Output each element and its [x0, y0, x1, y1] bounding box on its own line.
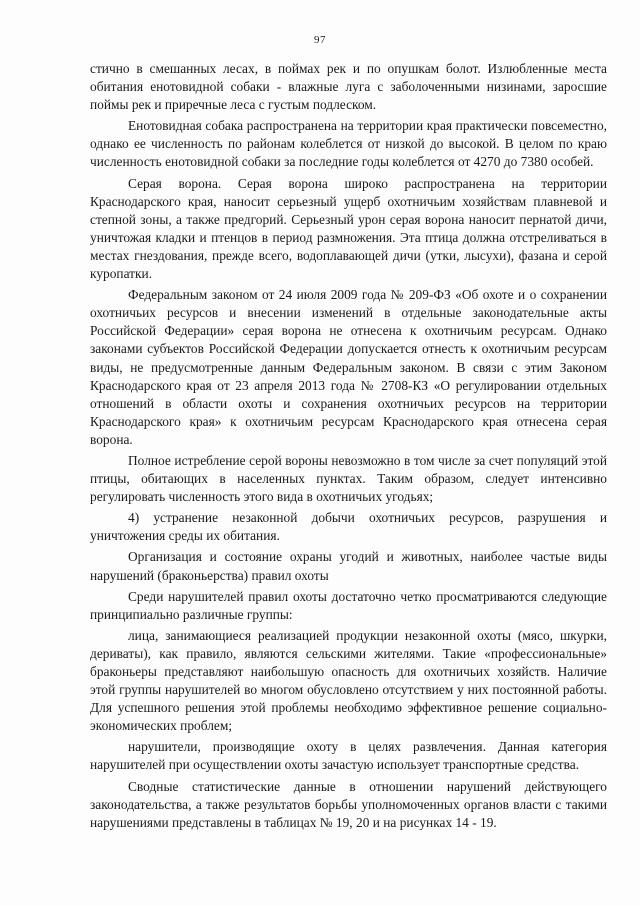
paragraph-continuation: стично в смешанных лесах, в поймах рек и по опушкам болот. Излюбленные места обитания енотовидной собаки - влажные луга с заболоченными низинами, заросшие поймы рек и приречные леса с густым подлеском. [90, 61, 607, 113]
paragraph-crow-extermination: Полное истребление серой вороны невозможно в том числе за счет популяций этой птицы, обитающих в населенных пунктах. Таким образом, следует интенсивно регулировать численность этого вида в охотничьих угодьях; [90, 452, 607, 505]
paragraph-group-commercial: лица, занимающиеся реализацией продукции незаконной охоты (мясо, шкурки, дериваты), как правило, являются сельскими жителями. Такие «профессиональные» браконьеры представляют наибольшую опасность для охотничьих хозяйств. Наличие этой группы нарушителей во многом обусловлено отсутствием у них постоянной работы. Для успешного решения этой проблемы необходимо эффективное решение социально-экономических проблем; [90, 627, 607, 734]
paragraph-group-recreational: нарушители, производящие охоту в целях развлечения. Данная категория нарушителей при осуществлении охоты зачастую использует транспортные средства. [90, 739, 607, 773]
paragraph-grey-crow: Серая ворона. Серая ворона широко распространена на территории Краснодарского края, наносит серьезный ущерб охотничьим хозяйствам плавневой и степной зоны, а также предгорий. Серьезный урон серая ворона наносит пернатой дичи, уничтожая кладки и птенцов в период размножения. Эта птица должна отстреливаться в местах гнездования, прежде всего, водоплавающей дичи (утки, лысухи), фазана и серой куропатки. [90, 175, 607, 282]
paragraph-federal-law: Федеральным законом от 24 июля 2009 года № 209-ФЗ «Об охоте и о сохранении охотничьих ресурсов и внесении изменений в отдельные законодательные акты Российской Федерации» серая ворона не отнесена к охотничьим ресурсам. Однако законами субъектов Российской Федерации допускается отнесть к охотничьим ресурсам виды, не предусмотренные данным Федеральным законом. В связи с этим Законом Краснодарского края от 23 апреля 2013 года № 2708-КЗ «О регулировании отдельных отношений в области охоты и сохранения охотничьих ресурсов на территории Краснодарского края» к охотничьим ресурсам Краснодарского края отнесена серая ворона. [90, 287, 607, 447]
section-heading-protection: Организация и состояние охраны угодий и животных, наиболее частые виды нарушений (браконьерства) правил охоты [90, 549, 607, 583]
paragraph-violator-groups: Среди нарушителей правил охоты достаточно четко просматриваются следующие принципиально различные группы: [90, 588, 607, 622]
body-text [90, 60, 607, 832]
page-number: 97 [314, 34, 326, 46]
paragraph-statistics: Сводные статистические данные в отношении нарушений действующего законодательства, а также результатов борьбы уполномоченных органов власти с такими нарушениями представлены в таблицах № 19, 20 и на рисунках 14 - 19. [90, 778, 607, 830]
paragraph-item-4: 4) устранение незаконной добычи охотничьих ресурсов, разрушения и уничтожения среды их обитания. [90, 510, 607, 544]
paragraph-raccoon-dog-distribution: Енотовидная собака распространена на территории края практически повсеместно, однако ее численность по районам колеблется от низкой до высокой. В целом по краю численность енотовидной собаки за последние годы колеблется от 4270 до 7380 особей. [90, 118, 607, 170]
